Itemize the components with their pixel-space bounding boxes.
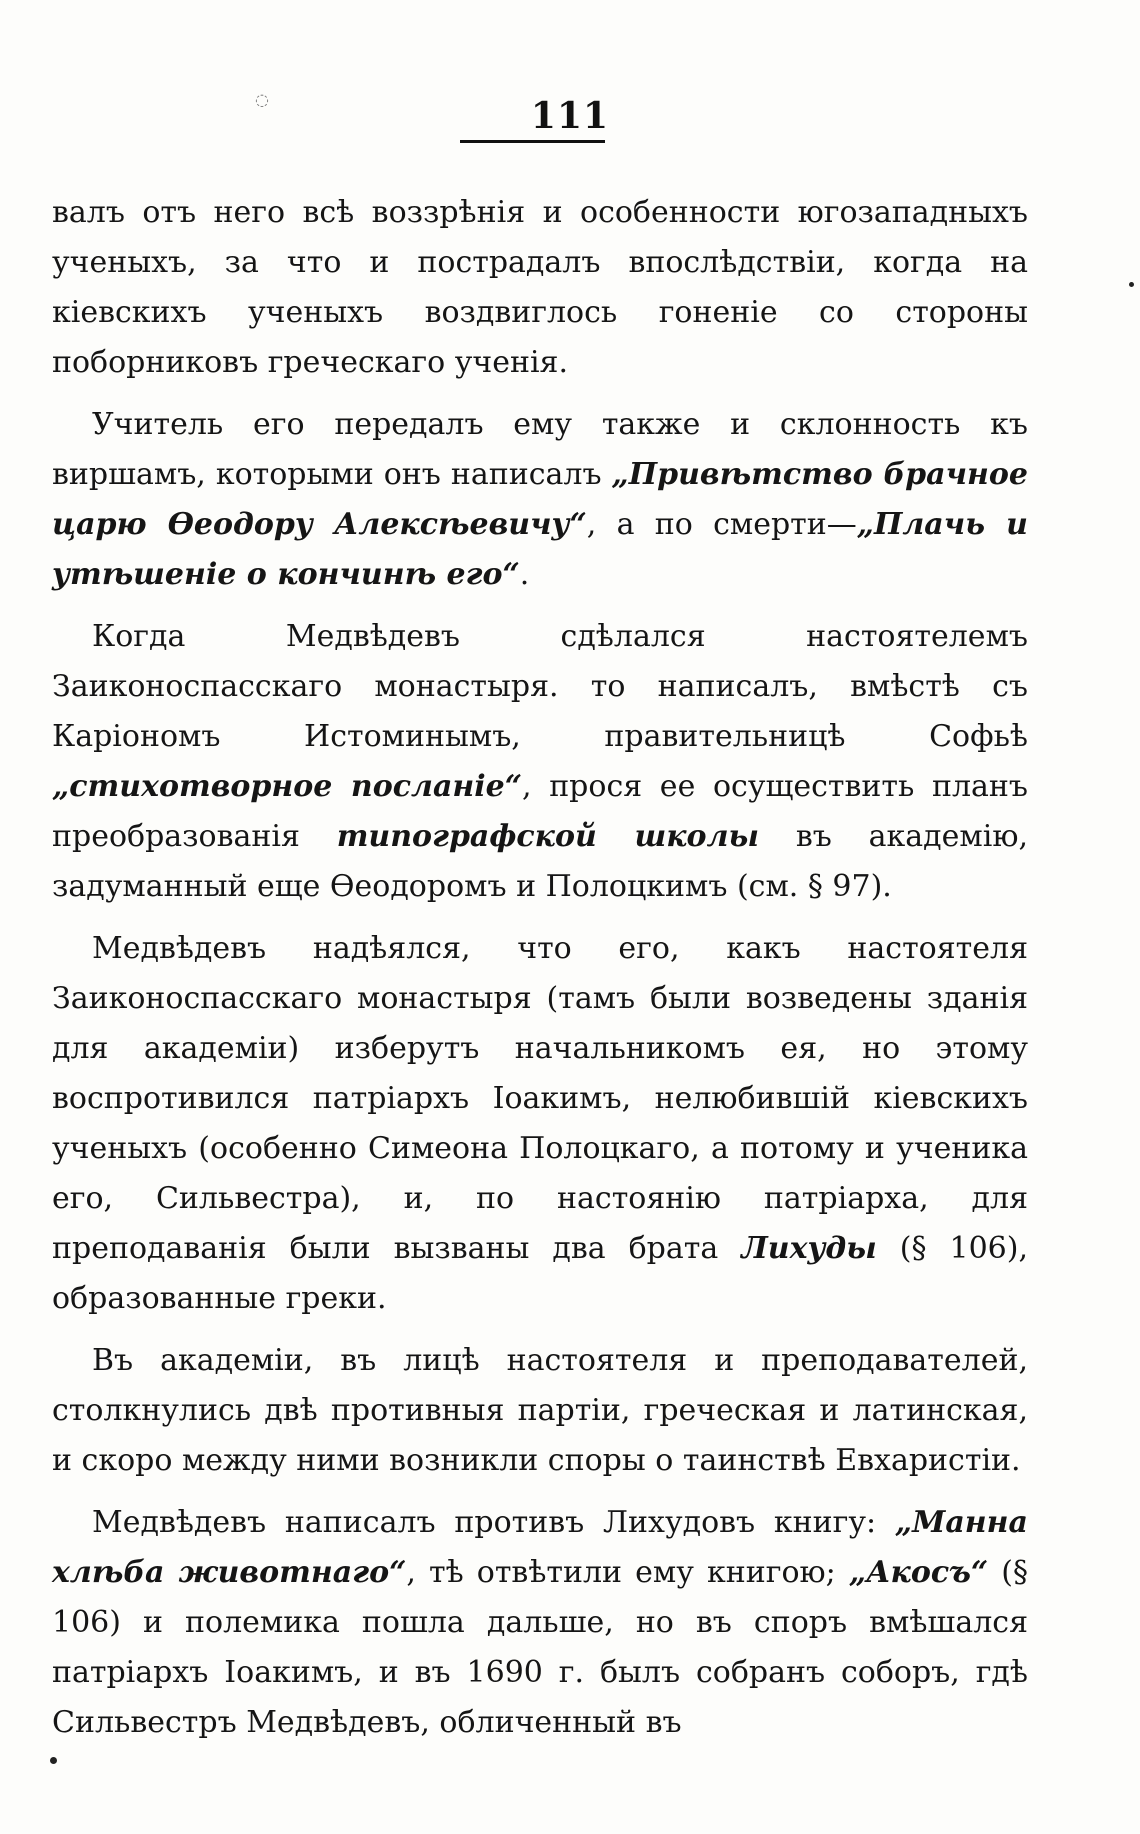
paragraph-3: Когда Медвѣдевъ сдѣлался настоятелемъ Заиконоспасскаго монастыря. то написалъ, вмѣстѣ съ Каріономъ Истоминымъ, правительницѣ Софьѣ „стихотворное посланіе“, прося ее осуществить планъ преобразованія типографской школы въ академію, задуманный еще Ѳеодоромъ и Полоцкимъ (см. § 97).: [52, 619, 1028, 904]
page-number-rule: [460, 140, 605, 143]
paragraph-5: Въ академіи, въ лицѣ настоятеля и преподавателей, столкнулись двѣ противныя партіи, греческая и латинская, и скоро между ними возникли споры о таинствѣ Евхаристіи.: [52, 1343, 1028, 1478]
title-tipograficheskaya: типографской школы: [336, 819, 760, 854]
name-likhudy: Лихуды: [741, 1231, 877, 1266]
title-stikhotvornoe: „стихотворное посланіе“: [52, 769, 523, 804]
paragraph-2: Учитель его передалъ ему также и склонность къ виршамъ, которыми онъ написалъ „Привѣтство брачное царю Ѳеодору Алексѣевичу“, а по смерти—„Плачь и утѣшеніе о кончинѣ его“.: [52, 407, 1028, 592]
title-privetstvo: „Привѣтство брачное царю Ѳеодору Алексѣевичу“: [52, 457, 1028, 542]
ink-speck: [1129, 282, 1134, 287]
ink-mark: ◌: [255, 90, 269, 109]
title-manna: „Манна хлѣба животнаго“: [52, 1505, 1028, 1590]
paragraph-1: валъ отъ него всѣ воззрѣнія и особенности югозападныхъ ученыхъ, за что и пострадалъ впослѣдствіи, когда на кіевскихъ ученыхъ воздвиглось гоненіе со стороны поборниковъ греческаго ученія.: [52, 195, 1028, 380]
body-text: [52, 188, 1028, 1760]
page-number: 111: [530, 95, 610, 137]
ink-speck: [50, 1757, 57, 1764]
title-akos: „Акосъ“: [848, 1555, 989, 1590]
paragraph-6: Медвѣдевъ написалъ противъ Лихудовъ книгу: „Манна хлѣба животнаго“, тѣ отвѣтили ему книгою; „Акосъ“ (§ 106) и полемика пошла дальше, но въ споръ вмѣшался патріархъ Іоакимъ, и въ 1690 г. былъ собранъ соборъ, гдѣ Сильвестръ Медвѣдевъ, обличенный въ: [52, 1505, 1028, 1740]
paragraph-4: Медвѣдевъ надѣялся, что его, какъ настоятеля Заиконоспасскаго монастыря (тамъ были возведены зданія для академіи) изберутъ начальникомъ ея, но этому воспротивился патріархъ Іоакимъ, нелюбившій кіевскихъ ученыхъ (особенно Симеона Полоцкаго, а потому и ученика его, Сильвестра), и, по настоянію патріарха, для преподаванія были вызваны два брата Лихуды (§ 106), образованные греки.: [52, 931, 1028, 1316]
title-plach: „Плачь и утѣшеніе о кончинѣ его“: [52, 507, 1028, 592]
